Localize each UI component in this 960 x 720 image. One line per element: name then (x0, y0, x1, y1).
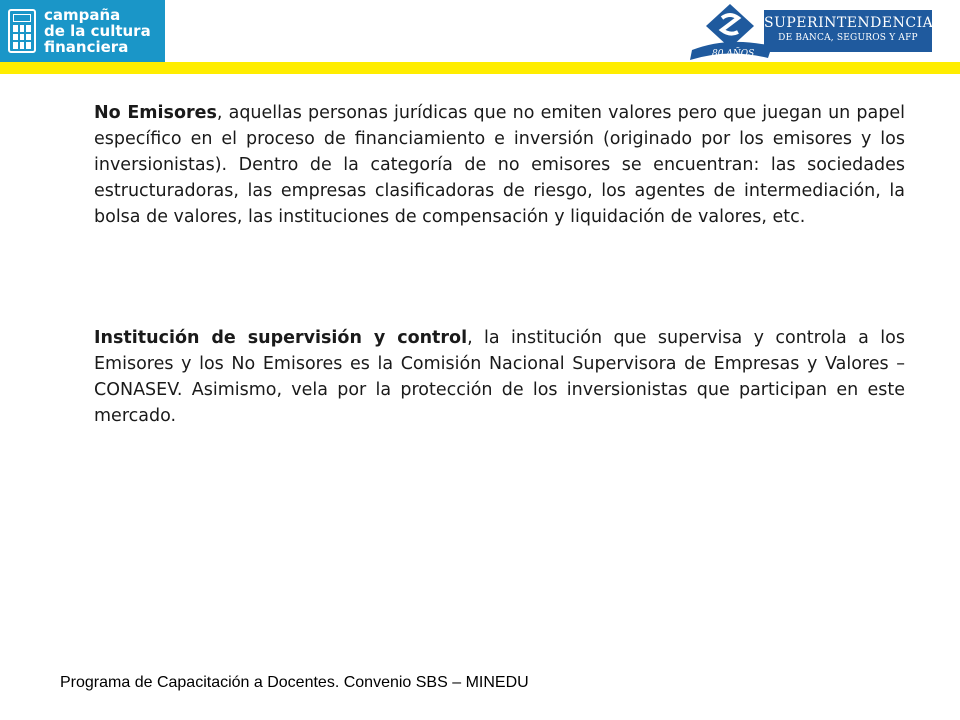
header-bar (0, 0, 960, 74)
term-no-emisores: No Emisores (94, 103, 217, 123)
campaign-title (44, 7, 151, 55)
footer-text: Programa de Capacitación a Docentes. Convenio SBS – MINEDU (60, 674, 529, 691)
text-supervision: , la institución que supervisa y controla a los Emisores y los No Emisores es la Comisión Nacional Supervisora de Empresas y Valores – CONASEV. Asimismo, vela por la protección de los inversionistas que participan en este mercado. (94, 328, 905, 426)
sbs-title: SUPERINTENDENCIA (764, 15, 934, 31)
text-no-emisores: , aquellas personas jurídicas que no emiten valores pero que juegan un papel específico en el proceso de financiamiento e inversión (originado por los emisores y los inversionistas). Dentro de la categoría de no emisores se encuentran: las sociedades estructuradoras, las empresas clasificadoras de riesgo, los agentes de intermediación, la bolsa de valores, las instituciones de compensación y liquidación de valores, etc. (94, 103, 905, 227)
campaign-line-2: de la cultura (44, 22, 151, 40)
campaign-logo (0, 0, 168, 62)
campaign-line-1: campaña (44, 6, 121, 24)
sbs-subtitle: DE BANCA, SEGUROS Y AFP (778, 33, 918, 43)
campaign-line-3: financiera (44, 38, 129, 56)
term-supervision: Institución de supervisión y control (94, 328, 468, 348)
calculator-icon (8, 9, 36, 53)
sbs-banner (764, 10, 932, 52)
paragraph-supervision (94, 325, 905, 429)
paragraph-no-emisores (94, 100, 905, 230)
anniversary-label: 80 AÑOS (712, 49, 755, 59)
